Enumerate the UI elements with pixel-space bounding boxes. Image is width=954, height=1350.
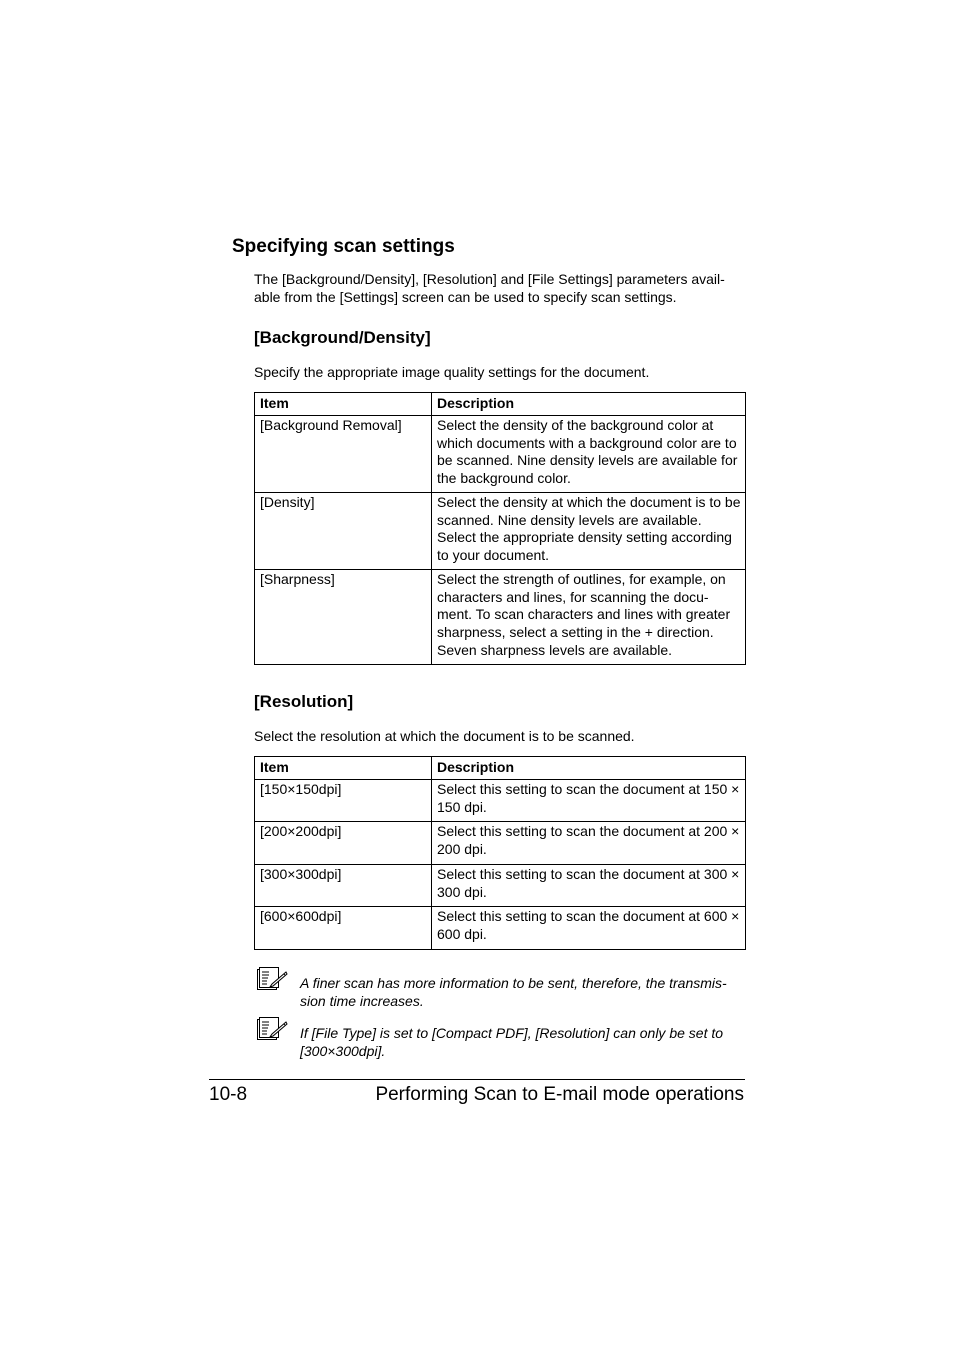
table-row	[255, 570, 746, 665]
note-icon	[255, 1016, 289, 1042]
column-header-description: Description	[432, 393, 746, 416]
table-row	[255, 493, 746, 570]
item-cell: [200×200dpi]	[255, 822, 432, 864]
table-row	[255, 780, 746, 822]
column-header-item: Item	[255, 757, 432, 780]
note-icon	[255, 966, 289, 992]
description-cell: Select this setting to scan the document at 600 × 600 dpi.	[432, 907, 746, 949]
description-cell: Select this setting to scan the document at 300 × 300 dpi.	[432, 864, 746, 906]
footer-divider	[209, 1079, 745, 1080]
description-cell: Select the density at which the document is to be scanned. Nine density levels are available. Select the appropriate density setting according to your document.	[432, 493, 746, 570]
item-cell: [600×600dpi]	[255, 907, 432, 949]
table-row	[255, 822, 746, 864]
description-cell: Select the density of the background color at which documents with a background color are to be scanned. Nine density levels are available for the background color.	[432, 416, 746, 493]
resolution-heading: [Resolution]	[254, 692, 354, 711]
page-number: 10-8	[209, 1084, 248, 1105]
background-density-heading: [Background/Density]	[254, 328, 431, 347]
description-cell: Select the strength of outlines, for example, on characters and lines, for scanning the docu-ment. To scan characters and lines with greater sharpness, select a setting in the + direction. Seven sharpness levels are available.	[432, 570, 746, 665]
description-cell: Select this setting to scan the document at 200 × 200 dpi.	[432, 822, 746, 864]
note-text: A finer scan has more information to be sent, therefore, the transmis-sion time increases.	[300, 975, 727, 1009]
item-cell: [Background Removal]	[255, 416, 432, 493]
table-row	[255, 864, 746, 906]
column-header-description: Description	[432, 757, 746, 780]
table-row	[255, 907, 746, 949]
description-cell: Select this setting to scan the document at 150 × 150 dpi.	[432, 780, 746, 822]
item-cell: [Density]	[255, 493, 432, 570]
background-density-description: Specify the appropriate image quality settings for the document.	[254, 364, 650, 380]
resolution-description: Select the resolution at which the document is to be scanned.	[254, 728, 635, 744]
background-density-table	[254, 392, 746, 665]
section-title: Specifying scan settings	[232, 236, 455, 257]
item-cell: [300×300dpi]	[255, 864, 432, 906]
note-text: If [File Type] is set to [Compact PDF], [Resolution] can only be set to [300×300dpi].	[300, 1025, 724, 1059]
resolution-table	[254, 756, 746, 950]
item-cell: [150×150dpi]	[255, 780, 432, 822]
table-header-row	[255, 393, 746, 416]
footer-title: Performing Scan to E-mail mode operations	[375, 1084, 744, 1105]
table-row	[255, 416, 746, 493]
table-header-row	[255, 757, 746, 780]
item-cell: [Sharpness]	[255, 570, 432, 665]
section-intro: The [Background/Density], [Resolution] and [File Settings] parameters avail-able from the [Settings] screen can be used to specify scan settings.	[254, 271, 725, 305]
column-header-item: Item	[255, 393, 432, 416]
